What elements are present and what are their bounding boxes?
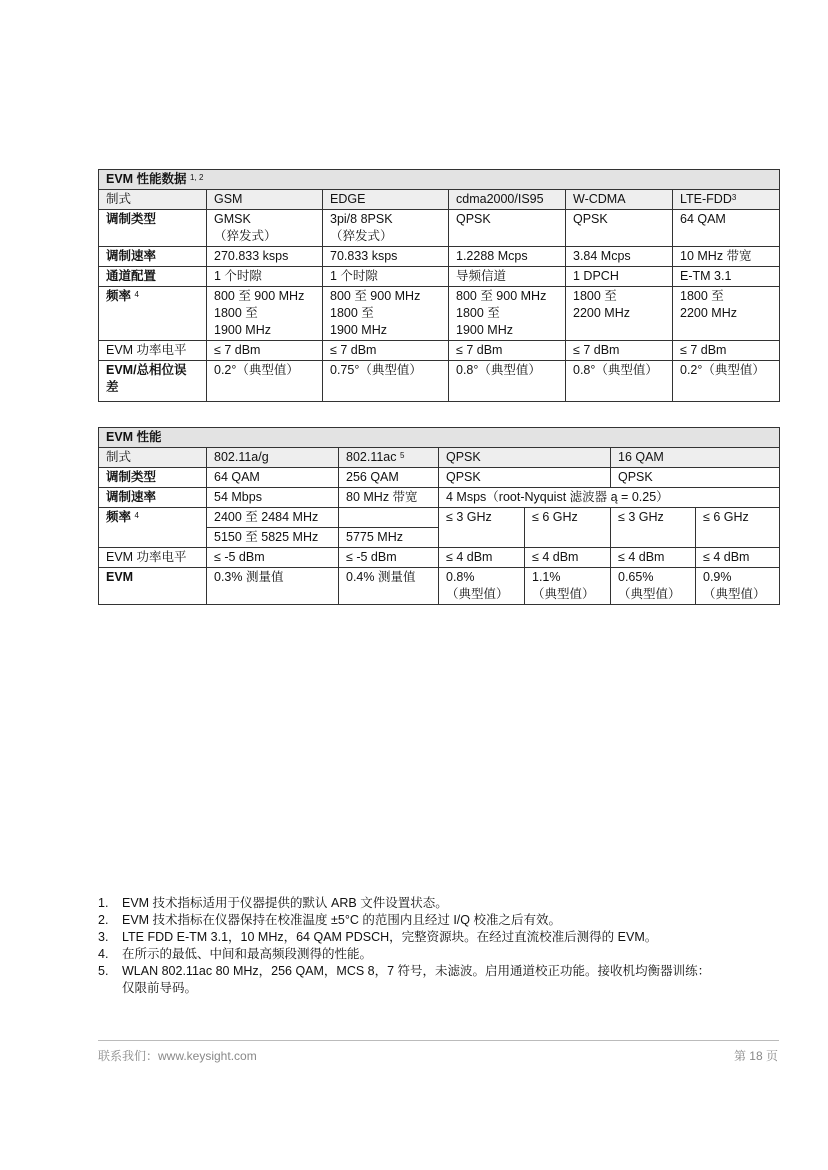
table-cell: 1.2288 Mcps [449, 247, 566, 267]
table-row [99, 361, 780, 402]
table-cell: 64 QAM [673, 210, 780, 247]
table2-header-cell: 制式 [99, 448, 207, 468]
table-row [99, 247, 780, 267]
table-row [99, 210, 780, 247]
table-cell: ≤ 3 GHz [439, 508, 525, 548]
table2-title: EVM 性能 [99, 428, 780, 448]
table-cell: 0.2°（典型值） [673, 361, 780, 402]
page-number: 第 18 页 [733, 1049, 778, 1063]
table-cell: ≤ 3 GHz [611, 508, 696, 548]
row-label: 调制速率 [99, 247, 207, 267]
table-cell: 0.8°（典型值） [566, 361, 673, 402]
table-row [99, 468, 780, 488]
table-cell: 5775 MHz [339, 528, 439, 548]
table-row [99, 568, 780, 605]
table-cell: ≤ 7 dBm [673, 341, 780, 361]
table-cell: ≤ 7 dBm [323, 341, 449, 361]
table1-header-cell: EDGE [323, 190, 449, 210]
table-row [99, 267, 780, 287]
table1-header-cell: 制式 [99, 190, 207, 210]
table-cell: 800 至 900 MHz 1800 至 1900 MHz [207, 287, 323, 341]
footnote: 4. 在所示的最低、中间和最高频段测得的性能。 [98, 947, 373, 961]
footnote: 3. LTE FDD E-TM 3.1，10 MHz，64 QAM PDSCH，完整资源块。在经过直流校准后测得的 EVM。 [98, 930, 658, 944]
table-cell: 1.1% （典型值） [525, 568, 611, 605]
footnote: 1. EVM 技术指标适用于仪器提供的默认 ARB 文件设置状态。 [98, 896, 448, 910]
table-cell: 1800 至 2200 MHz [673, 287, 780, 341]
table1-header-cell: GSM [207, 190, 323, 210]
row-label: EVM [99, 568, 207, 605]
table-row [99, 341, 780, 361]
table-cell: 3.84 Mcps [566, 247, 673, 267]
footnote: 5. WLAN 802.11ac 80 MHz，256 QAM，MCS 8，7 符号，未滤波。启用通道校正功能。接收机均衡器训练： 仅限前导码。 [98, 964, 711, 995]
table-cell: 64 QAM [207, 468, 339, 488]
row-label: 调制类型 [99, 468, 207, 488]
table-row [99, 508, 780, 528]
table-cell: 4 Msps（root-Nyquist 滤波器 ą = 0.25） [439, 488, 780, 508]
table-cell: 270.833 ksps [207, 247, 323, 267]
table-cell: ≤ -5 dBm [207, 548, 339, 568]
table-cell: ≤ 6 GHz [696, 508, 780, 548]
footnote: 2. EVM 技术指标在仪器保持在校准温度 ±5°C 的范围内且经过 I/Q 校准之后有效。 [98, 913, 561, 927]
row-label: EVM 功率电平 [99, 548, 207, 568]
table1-header-cell: LTE-FDD$^3$ [673, 190, 780, 210]
row-label: EVM 功率电平 [99, 341, 207, 361]
row-label: 调制类型 [99, 210, 207, 247]
table-cell: 0.75°（典型值） [323, 361, 449, 402]
table-cell: 3pi/8 8PSK （猝发式） [323, 210, 449, 247]
table-cell: 256 QAM [339, 468, 439, 488]
table-cell: QPSK [449, 210, 566, 247]
table1-header-row [99, 190, 780, 210]
table-cell: 1 DPCH [566, 267, 673, 287]
table-cell: 70.833 ksps [323, 247, 449, 267]
table2-header-row [99, 448, 780, 468]
table-cell: ≤ 7 dBm [207, 341, 323, 361]
table-cell: QPSK [566, 210, 673, 247]
table1-header-cell: W-CDMA [566, 190, 673, 210]
table-row [99, 548, 780, 568]
table-cell: ≤ 4 dBm [525, 548, 611, 568]
table-cell: 0.4% 测量值 [339, 568, 439, 605]
table-row [99, 287, 780, 341]
row-label: 通道配置 [99, 267, 207, 287]
evm-performance-table [98, 427, 780, 605]
table2-header-cell: 802.11ac $^5$ [339, 448, 439, 468]
table2-header-cell: 16 QAM [611, 448, 780, 468]
table-cell: 1800 至 2200 MHz [566, 287, 673, 341]
row-label: 频率 $^4$ [99, 508, 207, 548]
table-cell: 0.8% （典型值） [439, 568, 525, 605]
table-cell: ≤ 4 dBm [611, 548, 696, 568]
table-cell: 54 Mbps [207, 488, 339, 508]
table-cell: ≤ -5 dBm [339, 548, 439, 568]
table-cell: 0.2°（典型值） [207, 361, 323, 402]
table-cell: 10 MHz 带宽 [673, 247, 780, 267]
table-cell: 5150 至 5825 MHz [207, 528, 339, 548]
evm-performance-data-table [98, 169, 780, 402]
table-cell: 800 至 900 MHz 1800 至 1900 MHz [323, 287, 449, 341]
table-cell: ≤ 7 dBm [449, 341, 566, 361]
footer-contact-link[interactable]: 联系我们：www.keysight.com [98, 1049, 257, 1063]
table-cell: 800 至 900 MHz 1800 至 1900 MHz [449, 287, 566, 341]
row-label: 频率 $^4$ [99, 287, 207, 341]
table-cell: QPSK [439, 468, 611, 488]
table-cell: 0.65% （典型值） [611, 568, 696, 605]
table-cell: 80 MHz 带宽 [339, 488, 439, 508]
table-cell: GMSK （猝发式） [207, 210, 323, 247]
table-row [99, 488, 780, 508]
table-cell: ≤ 4 dBm [696, 548, 780, 568]
table-cell: ≤ 6 GHz [525, 508, 611, 548]
footnotes [98, 895, 778, 997]
table-cell: 2400 至 2484 MHz [207, 508, 339, 528]
footer-divider [98, 1040, 779, 1041]
row-label: EVM/总相位误差 [99, 361, 207, 402]
table-cell: 0.3% 测量值 [207, 568, 339, 605]
table-cell: E-TM 3.1 [673, 267, 780, 287]
table-cell [339, 508, 439, 528]
row-label: 调制速率 [99, 488, 207, 508]
table-cell: 0.9% （典型值） [696, 568, 780, 605]
table-cell: ≤ 7 dBm [566, 341, 673, 361]
table-cell: ≤ 4 dBm [439, 548, 525, 568]
table1-header-cell: cdma2000/IS95 [449, 190, 566, 210]
table-cell: 1 个时隙 [323, 267, 449, 287]
table2-header-cell: QPSK [439, 448, 611, 468]
table-cell: 导频信道 [449, 267, 566, 287]
table-cell: 1 个时隙 [207, 267, 323, 287]
table1-title: EVM 性能数据 $^{1, 2}$ [99, 170, 780, 190]
table-cell: 0.8°（典型值） [449, 361, 566, 402]
table2-header-cell: 802.11a/g [207, 448, 339, 468]
table-cell: QPSK [611, 468, 780, 488]
